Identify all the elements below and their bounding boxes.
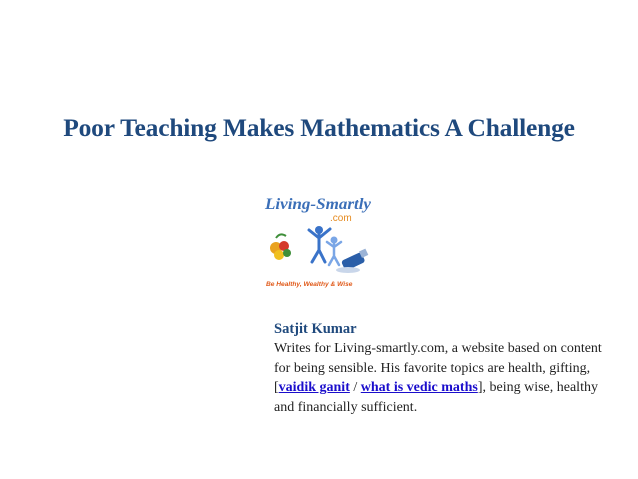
- usb-drive-icon: [336, 249, 368, 273]
- living-smartly-logo: [262, 190, 376, 294]
- logo-tagline: Be Healthy, Wealthy & Wise: [266, 281, 353, 288]
- author-bio: [274, 339, 614, 417]
- author-block: [274, 320, 614, 417]
- what-is-vedic-maths-link[interactable]: what is vedic maths: [360, 380, 478, 395]
- logo-brand-suffix: .com: [330, 213, 352, 224]
- stick-figures-icon: [309, 226, 341, 265]
- author-bio-prefix: Writes for Living-smartly.com, a website based on content for being sensible. His favorite topics are health, gifting, [: [274, 341, 602, 395]
- logo-brand-text: Living-Smartly: [263, 196, 372, 213]
- author-bio-suffix: ], being wise, healthy and financially sufficient.: [274, 380, 598, 415]
- link-separator: /: [349, 380, 361, 395]
- slide-title: Poor Teaching Makes Mathematics A Challenge: [63, 113, 575, 142]
- fruit-basket-icon: [270, 234, 291, 260]
- vaidik-ganit-link[interactable]: vaidik ganit: [278, 380, 350, 395]
- logo-graphic: [262, 190, 376, 294]
- author-name: Satjit Kumar: [274, 321, 357, 337]
